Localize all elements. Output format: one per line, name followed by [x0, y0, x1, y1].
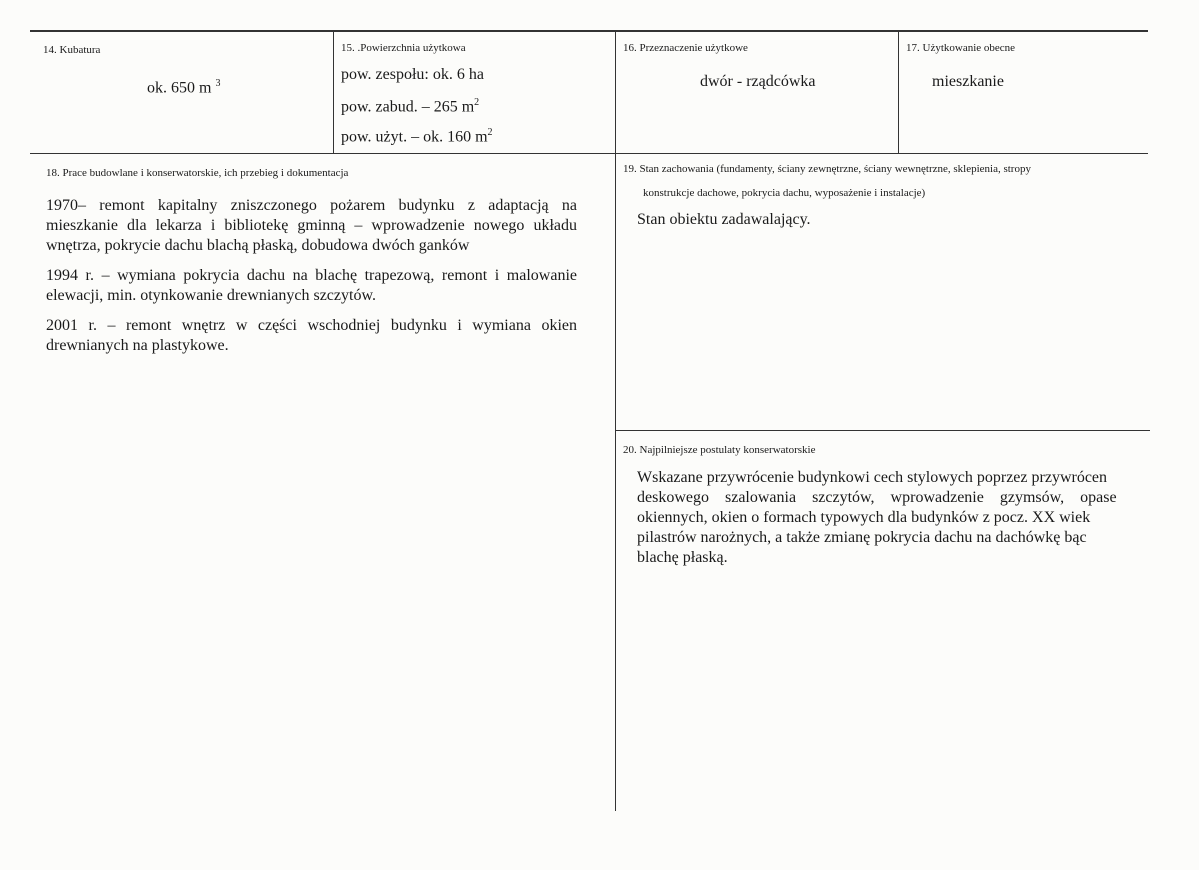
field-15-line: pow. zabud. – 265 $m^2$ [341, 97, 480, 116]
col-rule-1 [333, 31, 334, 153]
field-15-label: 15. .Powierzchnia użytkowa [341, 42, 466, 54]
field-20-label: 20. Najpilniejsze postulaty konserwatorskie [623, 444, 816, 456]
col-rule-2 [615, 31, 616, 811]
top-rule [30, 30, 1148, 32]
field-18-label: 18. Prace budowlane i konserwatorskie, ich przebieg i dokumentacja [46, 167, 349, 179]
field-16-label: 16. Przeznaczenie użytkowe [623, 42, 748, 54]
field-17-label: 17. Użytkowanie obecne [906, 42, 1016, 54]
field-15-line: pow. zespołu: ok. 6 ha [341, 66, 484, 83]
field-19-label: 19. Stan zachowania (fundamenty, ściany zewnętrzne, ściany wewnętrzne, sklepienia, stropy [623, 163, 1031, 175]
paragraph-1994: 1994 r. – wymiana pokrycia dachu na blachę trapezową, remont i malowanie elewacji, min. otynkowanie drewnianych szczytów. [46, 267, 577, 304]
rule-20 [615, 430, 1150, 431]
paragraph-2001: 2001 r. – remont wnętrz w części wschodniej budynku i wymiana okien drewnianych na plastykowe. [46, 317, 577, 354]
field-14-label: 14. Kubatura [43, 44, 101, 56]
field-16-value: dwór - rządcówka [700, 73, 816, 90]
field-15-line: pow. użyt. – ok. 160 $m^2$ [341, 127, 493, 146]
field-19-value: Stan obiektu zadawalający. [637, 211, 811, 228]
field-19-label-cont: konstrukcje dachowe, pokrycia dachu, wyposażenie i instalacje) [643, 187, 926, 199]
paragraph-1970: 1970– remont kapitalny zniszczonego pożarem budynku z adaptacją na mieszkanie dla lekarza i bibliotekę gminną – wprowadzenie nowego układu wnętrza, pokrycie dachu blachą płaską, dobudowa dwóch ganków [46, 197, 577, 254]
row-rule [30, 153, 1148, 154]
col-rule-3 [898, 31, 899, 153]
field-14-value: ok. 650 m $^3$ [147, 78, 221, 97]
field-20-text: Wskazane przywrócenie budynkowi cech stylowych poprzez przywrócen deskowego szalowania szczytów, wprowadzenie gzymsów, opase okiennych, okien o formach typowych dla budynków z pocz. XX wiek pilastrów narożnych, a także zmianę pokrycia dachu na dachówkę bąc blachę płaską. [637, 469, 1117, 566]
field-17-value: mieszkanie [932, 73, 1004, 90]
